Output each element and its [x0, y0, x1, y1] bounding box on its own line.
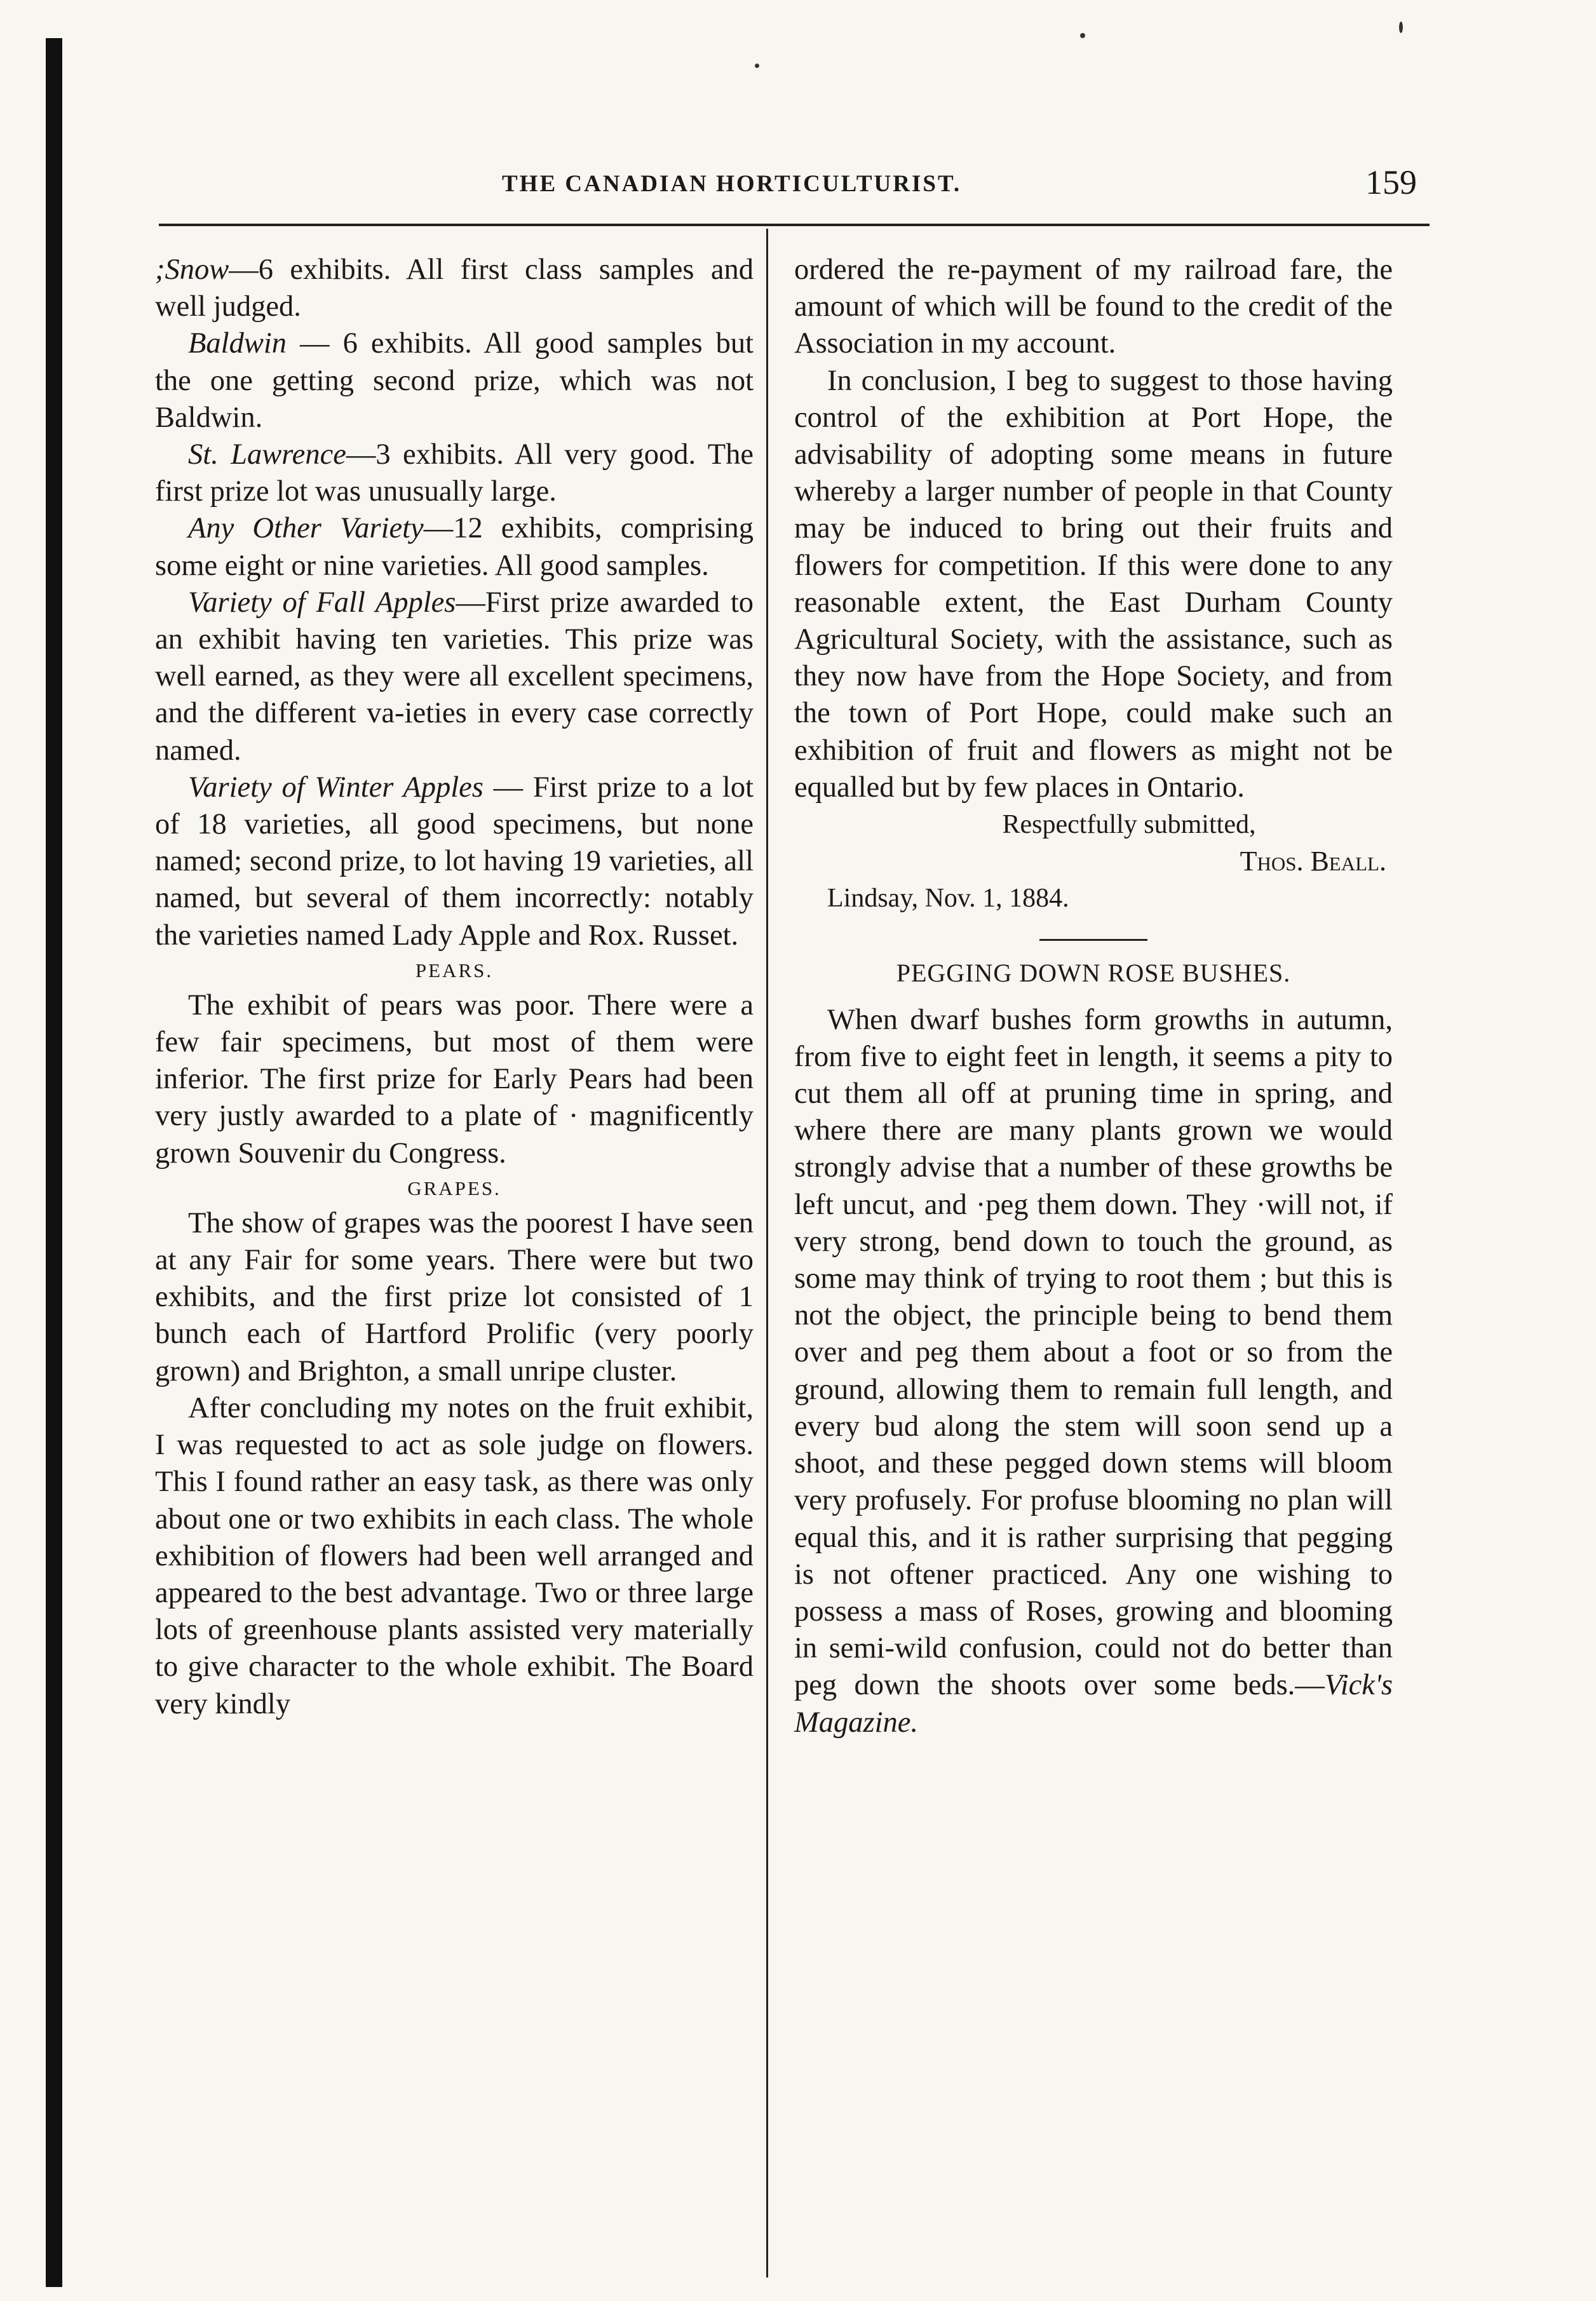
header-rule — [159, 224, 1430, 226]
report-paragraph: After concluding my notes on the fruit exhibit, I was requested to act as sole judge on flowers. This I found rather an easy task, as there was only about one or two exhibits in each class. The whole exhibition of flowers had been well arranged and appeared to the best advantage. Two or three large lots of greenhouse plants assisted very materially to give character to the whole exhibit. The Board very kindly — [155, 1391, 754, 1720]
variety-label: Variety of Winter Apples — [188, 771, 484, 804]
report-paragraph: The exhibit of pears was poor. There were a few fair specimens, but most of them were inferior. The first prize for Early Pears had been very justly awarded to a plate of · magnificently grown Souvenir du Congress. — [155, 989, 754, 1170]
right-column — [794, 252, 1393, 1741]
report-paragraph: Any Other Variety—12 exhibits, comprising some eight or nine varieties. All good samples. — [155, 512, 754, 582]
signoff: Respectfully submitted, — [1002, 810, 1256, 840]
scan-speck — [755, 64, 759, 68]
column-divider — [766, 229, 768, 2277]
article-paragraph: When dwarf bushes form growths in autumn, from five to eight feet in length, it seems a pity to cut them all off at pruning time in spring, and where there are many plants grown we would strongly advise that a number of these growths be left uncut, and ·peg them down. They ·will not, if very strong, bend down to touch the ground, as some may think of trying to root them ; but this is not the object, the principle being to bend them over and peg them about a foot or so from the ground, allowing them to remain full length, and every bud along the stem will soon send up a shoot, and these pegged down stems will bloom very profusely. For profuse blooming no plan will equal this, and it is rather surprising that pegging is not oftener practiced. Any one wishing to possess a mass of Roses, growing and blooming in semi-wild confusion, could not do better than peg down the shoots over some beds.—Vick's Magazine. — [794, 1003, 1393, 1739]
section-heading-grapes: GRAPES. — [407, 1177, 501, 1199]
dateline: Lindsay, Nov. 1, 1884. — [827, 884, 1069, 914]
left-column — [155, 252, 754, 1723]
report-paragraph: ordered the re-payment of my railroad fare, the amount of which will be found to the credit of the Association in my account. — [794, 253, 1393, 360]
variety-label: St. Lawrence — [188, 438, 346, 471]
signature: Thos. Beall. — [1240, 846, 1386, 877]
article-source: Vick's Magazine. — [794, 1669, 1393, 1739]
page-header — [159, 163, 1430, 211]
section-rule — [1039, 939, 1147, 941]
variety-label: Variety of Fall Apples — [188, 586, 456, 619]
report-paragraph: St. Lawrence—3 exhibits. All very good. The first prize lot was unusually large. — [155, 438, 754, 508]
scan-speck — [1080, 33, 1085, 38]
report-paragraph: ;Snow—6 exhibits. All first class samples and well judged. — [155, 253, 754, 323]
variety-label: ;Snow — [155, 253, 229, 286]
report-paragraph: The show of grapes was the poorest I have seen at any Fair for some years. There were but two exhibits, and the first prize lot consisted of 1 bunch each of Hartford Prolific (very poorly grown) and Brighton, a small unripe cluster. — [155, 1206, 754, 1387]
report-paragraph: Variety of Fall Apples—First prize awarded to an exhibit having ten varieties. This prize was well earned, as they were all excellent specimens, and the different va-ieties in every case correctly named. — [155, 586, 754, 767]
section-heading-pears: PEARS. — [415, 959, 494, 982]
running-title: THE CANADIAN HORTICULTURIST. — [502, 171, 962, 197]
variety-label: Any Other Variety — [188, 512, 424, 545]
report-paragraph: In conclusion, I beg to suggest to those having control of the exhibition at Port Hope, the advisability of adopting some means in future whereby a larger number of people in that County may be induced to bring out their fruits and flowers for competition. If this were done to any reasonable extent, the East Durham County Agricultural Society, with the assistance, such as they now have from the Hope Society, and from the town of Port Hope, could make such an exhibition of fruit and flowers as might not be equalled but by few places in Ontario. — [794, 364, 1393, 804]
page-number: 159 — [1365, 163, 1417, 201]
binding-edge — [46, 38, 62, 2287]
report-paragraph: Baldwin — 6 exhibits. All good samples but the one getting second prize, which was not Baldwin. — [155, 327, 754, 434]
scan-speck — [1399, 22, 1403, 33]
article-title: PEGGING DOWN ROSE BUSHES. — [896, 958, 1291, 987]
variety-label: Baldwin — [188, 327, 287, 360]
report-paragraph: Variety of Winter Apples — First prize to a lot of 18 varieties, all good specimens, but none named; second prize, to lot having 19 varieties, all named, but several of them incorrectly: notably the varieties named Lady Apple and Rox. Russet. — [155, 771, 754, 952]
